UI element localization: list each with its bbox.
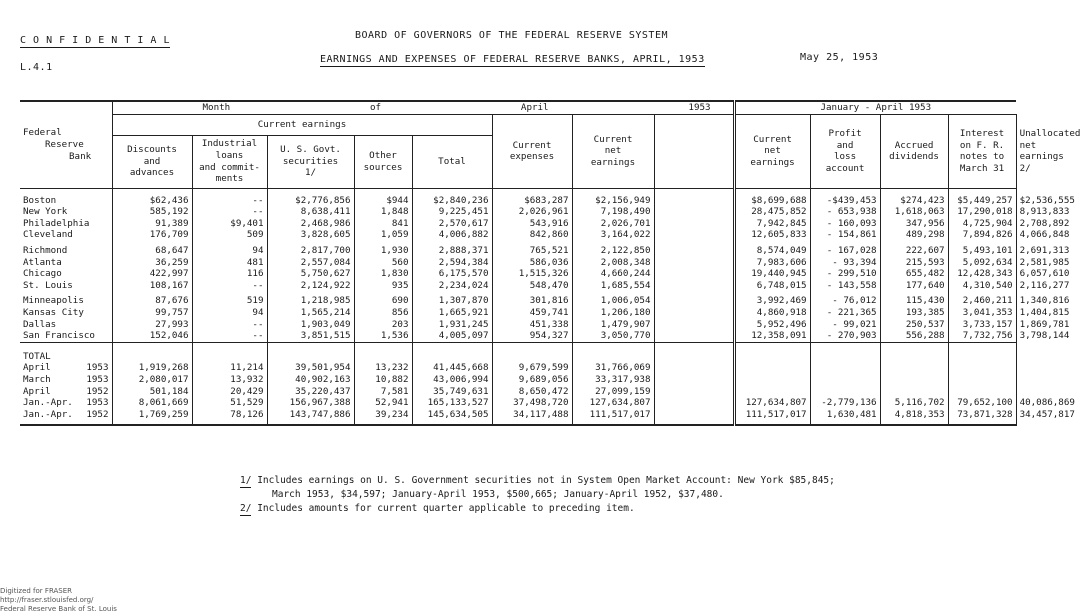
groups.2-net_ytd: 3,992,469 bbox=[756, 295, 807, 307]
totals-label: Jan.-Apr. bbox=[23, 408, 73, 420]
groups.0-other: 1,848 bbox=[380, 206, 409, 218]
groups.0-total: $2,840,236 bbox=[433, 194, 489, 206]
bank-name: Minneapolis bbox=[23, 295, 84, 307]
bank-name: Chicago bbox=[23, 268, 62, 280]
groups.2-govt: 3,851,515 bbox=[300, 330, 351, 342]
groups.0-net: 3,164,022 bbox=[600, 229, 651, 241]
bank-name: Boston bbox=[23, 194, 57, 206]
groups.2-industrial: 519 bbox=[246, 295, 264, 307]
groups.2-net: 1,206,180 bbox=[600, 306, 651, 318]
groups.0-industrial: -- bbox=[252, 206, 264, 218]
groups.1-interest: 4,310,540 bbox=[962, 279, 1013, 291]
groups.0-industrial: -- bbox=[252, 194, 264, 206]
totals-govt: 39,501,954 bbox=[295, 362, 351, 374]
bank-group: Boston New York Philadelphia Cleveland $62,436 585,192 91,389 176,709 -- -- $9,401 509 $2,776,856 8,638,411 2,468,986 3,828,605 $944 1,848 841 1,059 $2,840,236 9,225,451 2,570,617 4,006,882 $683,287 2,026,961 543,916 842,860 $2,156,949 7,198,490 2,026,701 3,164,022 $8,699,688 28,475,852 7,942,845 12,605,833 -$439,453 - 653,938 - 160,093 - 154,861 $274,423 1,618,063 347,956 489,298 $5,449,257 17,290,018 4,725,904 7,894,826 $2,536,555 8,913,833 2,708,892 4,066,848 bbox=[20, 188, 1016, 241]
groups.0-profit: - 653,938 bbox=[826, 206, 877, 218]
current-earnings-header: Current earnings bbox=[112, 114, 492, 135]
jan-apr-header: January - April 1953 bbox=[734, 101, 1016, 114]
totals-profit: -2,779,136 bbox=[821, 397, 877, 409]
groups.0-profit: -$439,453 bbox=[826, 194, 877, 206]
groups.1-govt: 2,557,084 bbox=[300, 256, 351, 268]
groups.0-dividends: $274,423 bbox=[900, 194, 945, 206]
groups.2-govt: 1,218,985 bbox=[300, 295, 351, 307]
groups.1-total: 2,234,024 bbox=[438, 279, 489, 291]
totals-label: March bbox=[23, 373, 51, 385]
board-heading: BOARD OF GOVERNORS OF THE FEDERAL RESERVE SYSTEM bbox=[355, 30, 668, 41]
bank-name: Dallas bbox=[23, 318, 57, 330]
groups.1-dividends: 177,640 bbox=[905, 279, 945, 291]
bank-name: St. Louis bbox=[23, 279, 73, 291]
footnote-2: 2/ Includes amounts for current quarter applicable to preceding item. bbox=[240, 503, 635, 514]
groups.1-govt: 2,817,700 bbox=[300, 244, 351, 256]
totals-label: April bbox=[23, 385, 51, 397]
groups.1-expenses: 1,515,326 bbox=[518, 268, 569, 280]
totals-total: 35,749,631 bbox=[433, 385, 489, 397]
totals-discounts: 2,080,017 bbox=[138, 373, 189, 385]
groups.0-dividends: 1,618,063 bbox=[894, 206, 945, 218]
profit-loss-header: Profit and loss account bbox=[810, 114, 880, 188]
groups.2-profit: - 76,012 bbox=[832, 295, 877, 307]
groups.0-expenses: 543,916 bbox=[529, 217, 569, 229]
groups.2-dividends: 556,288 bbox=[905, 330, 945, 342]
totals-expenses: 9,689,056 bbox=[518, 373, 569, 385]
groups.0-govt: 8,638,411 bbox=[300, 206, 351, 218]
groups.2-expenses: 459,741 bbox=[529, 306, 569, 318]
groups.2-industrial: -- bbox=[252, 330, 264, 342]
groups.2-govt: 1,565,214 bbox=[300, 306, 351, 318]
earnings-table: Federal Reserve Bank Month of April 1953 January - April 1953 Current earnings Current expenses Current net earnings Current net earnings Profit and loss account Accrued dividends Interest on F. R. notes to March 31 Unallocated net earnings 2/ Discounts and advances Industrial loans and commit- ments U. S. Govt. securities 1/ Other sources Total Boston New York Philadelphia Cleveland $62,436 585,192 91,389 176,709 -- -- $9,401 509 $2,776,856 8,638,411 2,468,986 3,828,605 $944 1,848 841 1,059 $2,840,236 9,225,451 2,570,617 4,006,882 $683,287 2,026,961 543,916 842,860 $2,156,949 7,198,490 2,026,701 3,164,022 $8,699,688 28,475,852 7,942,845 12,605,833 -$439,453 - 653,938 - 160,093 - 154,861 $274,423 1,618,063 347,956 489,298 $5,449,257 17,290,018 4,725,904 7,894,826 $2,536,555 8,913,833 2,708,892 4,066,848 Richmond Atlanta Chicago St. Louis 68,647 36,259 422,997 108,167 94 481 116 -- 2,817,700 2,557,084 5,750,627 2,124,922 1,930 560 1,830 935 2,888,371 2,594,384 6,175,570 2,234,024 765,521 586,036 1,515,326 548,470 2,122,850 2,008,348 4,660,244 1,685,554 8,574,049 7,983,606 19,440,945 6,748,015 - 167,028 - 93,394 - 299,510 - 143,558 222,607 215,593 655,482 177,640 5,493,101 5,092,634 12,428,343 4,310,540 2,691,313 2,581,985 6,057,610 2,116,277 Minneapolis Kansas City Dallas San Francisco 87,676 99,757 27,993 152,046 519 94 -- -- 1,218,985 1,565,214 1,903,049 3,851,515 690 856 203 1,536 1,307,870 1,665,921 1,931,245 4,005,097 301,816 459,741 451,338 954,327 1,006,054 1,206,180 1,479,907 3,050,770 3,992,469 4,860,918 5,952,496 12,358,091 - 76,012 - 221,365 - 99,021 - 270,903 115,430 193,385 250,537 556,288 2,460,211 3,041,353 3,733,157 7,732,756 1,340,816 1,404,815 1,869,781 3,798,144 TOTAL April 1953 March 1953 April 1952 Jan.-Apr. 1953 Jan.-Apr. 1952 1,919,268 2,080,017 501,184 8,061,669 1,769,259 11,214 13,932 20,429 51,529 78,126 39,501,954 40,902,163 35,220,437 156,967,388 143,747,886 13,232 10,882 7,581 52,941 39,234 41,445,668 43,006,994 35,749,631 165,133,527 145,634,505 9,679,599 9,689,056 8,650,472 37,498,720 34,117,488 31,766,069 33,317,938 27,099,159 127,634,807 111,517,017 127,634,807 111,517,017 -2,779,136 1,630,481 5,116,702 4,818,353 79,652,100 73,871,328 40,086,869 34,457,817 bbox=[20, 100, 1016, 426]
groups.2-discounts: 27,993 bbox=[155, 318, 189, 330]
groups.1-net_ytd: 19,440,945 bbox=[751, 268, 807, 280]
bank-name: Richmond bbox=[23, 244, 68, 256]
groups.0-net_ytd: $8,699,688 bbox=[751, 194, 807, 206]
groups.2-discounts: 152,046 bbox=[149, 330, 189, 342]
groups.0-net_ytd: 7,942,845 bbox=[756, 217, 807, 229]
totals-discounts: 501,184 bbox=[149, 385, 189, 397]
groups.1-govt: 2,124,922 bbox=[300, 279, 351, 291]
groups.0-total: 9,225,451 bbox=[438, 206, 489, 218]
interest-header: Interest on F. R. notes to March 31 bbox=[948, 114, 1016, 188]
groups.2-industrial: -- bbox=[252, 318, 264, 330]
groups.0-net: 2,026,701 bbox=[600, 217, 651, 229]
groups.2-interest: 3,733,157 bbox=[962, 318, 1013, 330]
groups.2-expenses: 301,816 bbox=[529, 295, 569, 307]
groups.0-interest: $5,449,257 bbox=[957, 194, 1013, 206]
industrial-header: Industrial loans and commit- ments bbox=[192, 135, 267, 188]
confidential-label: C O N F I D E N T I A L bbox=[20, 35, 170, 46]
totals-govt: 143,747,886 bbox=[289, 408, 351, 420]
totals-govt: 40,902,163 bbox=[295, 373, 351, 385]
groups.1-other: 1,830 bbox=[380, 268, 409, 280]
totals-govt: 35,220,437 bbox=[295, 385, 351, 397]
groups.0-other: 1,059 bbox=[380, 229, 409, 241]
bank-name: San Francisco bbox=[23, 330, 95, 342]
groups.1-discounts: 422,997 bbox=[149, 268, 189, 280]
totals-discounts: 8,061,669 bbox=[138, 397, 189, 409]
groups.1-profit: - 299,510 bbox=[826, 268, 877, 280]
current-expenses-header: Current expenses bbox=[492, 114, 572, 188]
groups.0-govt: 2,468,986 bbox=[300, 217, 351, 229]
totals-net_ytd: 127,634,807 bbox=[745, 397, 807, 409]
other-sources-header: Other sources bbox=[354, 135, 412, 188]
totals-interest: 79,652,100 bbox=[957, 397, 1013, 409]
groups.1-expenses: 586,036 bbox=[529, 256, 569, 268]
groups.1-net: 1,685,554 bbox=[600, 279, 651, 291]
groups.1-dividends: 215,593 bbox=[905, 256, 945, 268]
groups.1-net: 2,008,348 bbox=[600, 256, 651, 268]
groups.0-discounts: 585,192 bbox=[149, 206, 189, 218]
totals-net_ytd: 111,517,017 bbox=[745, 408, 807, 420]
groups.1-expenses: 548,470 bbox=[529, 279, 569, 291]
groups.1-net_ytd: 7,983,606 bbox=[756, 256, 807, 268]
groups.2-other: 690 bbox=[391, 295, 409, 307]
groups.2-net: 1,006,054 bbox=[600, 295, 651, 307]
groups.1-net: 4,660,244 bbox=[600, 268, 651, 280]
totals-net: 127,634,807 bbox=[589, 397, 651, 409]
groups.1-profit: - 167,028 bbox=[826, 244, 877, 256]
groups.2-net_ytd: 5,952,496 bbox=[756, 318, 807, 330]
totals-year: 1953 bbox=[86, 397, 109, 409]
groups.0-profit: - 160,093 bbox=[826, 217, 877, 229]
totals-expenses: 37,498,720 bbox=[513, 397, 569, 409]
groups.2-net_ytd: 12,358,091 bbox=[751, 330, 807, 342]
groups.1-industrial: 116 bbox=[246, 268, 264, 280]
groups.0-discounts: 91,389 bbox=[155, 217, 189, 229]
groups.2-dividends: 115,430 bbox=[905, 295, 945, 307]
bank-name: Cleveland bbox=[23, 229, 73, 241]
groups.0-dividends: 489,298 bbox=[905, 229, 945, 241]
footnote-1-continued: March 1953, $34,597; January-April 1953, $500,665; January-April 1952, $37,480. bbox=[272, 489, 724, 500]
totals-net: 33,317,938 bbox=[595, 373, 651, 385]
totals-industrial: 11,214 bbox=[230, 362, 264, 374]
totals-expenses: 34,117,488 bbox=[513, 408, 569, 420]
totals-label: Jan.-Apr. bbox=[23, 397, 73, 409]
totals-discounts: 1,919,268 bbox=[138, 362, 189, 374]
footnote-1: 1/ Includes earnings on U. S. Government securities not in System Open Market Account: New York $85,845; bbox=[240, 475, 835, 486]
totals-other: 10,882 bbox=[375, 373, 409, 385]
groups.2-other: 856 bbox=[391, 306, 409, 318]
groups.0-net_ytd: 28,475,852 bbox=[751, 206, 807, 218]
groups.1-profit: - 143,558 bbox=[826, 279, 877, 291]
totals-net: 27,099,159 bbox=[595, 385, 651, 397]
totals-total: 165,133,527 bbox=[427, 397, 489, 409]
groups.1-dividends: 655,482 bbox=[905, 268, 945, 280]
totals-govt: 156,967,388 bbox=[289, 397, 351, 409]
totals-net: 111,517,017 bbox=[589, 408, 651, 420]
groups.1-other: 935 bbox=[391, 279, 409, 291]
totals-heading: TOTAL bbox=[23, 350, 51, 362]
groups.2-expenses: 954,327 bbox=[529, 330, 569, 342]
groups.2-profit: - 270,903 bbox=[826, 330, 877, 342]
groups.1-govt: 5,750,627 bbox=[300, 268, 351, 280]
groups.0-interest: 17,290,018 bbox=[957, 206, 1013, 218]
totals-net: 31,766,069 bbox=[595, 362, 651, 374]
groups.0-dividends: 347,956 bbox=[905, 217, 945, 229]
ytd-net-header: Current net earnings bbox=[734, 114, 810, 188]
groups.0-other: $944 bbox=[386, 194, 409, 206]
totals-industrial: 51,529 bbox=[230, 397, 264, 409]
bank-name: Philadelphia bbox=[23, 217, 90, 229]
dividends-header: Accrued dividends bbox=[880, 114, 948, 188]
groups.1-total: 2,594,384 bbox=[438, 256, 489, 268]
groups.2-dividends: 250,537 bbox=[905, 318, 945, 330]
groups.0-interest: 4,725,904 bbox=[962, 217, 1013, 229]
groups.1-expenses: 765,521 bbox=[529, 244, 569, 256]
totals-industrial: 20,429 bbox=[230, 385, 264, 397]
totals-label: April bbox=[23, 362, 51, 374]
totals-other: 13,232 bbox=[375, 362, 409, 374]
bank-name: Kansas City bbox=[23, 306, 84, 318]
groups.0-net: $2,156,949 bbox=[595, 194, 651, 206]
bank-group: Minneapolis Kansas City Dallas San Francisco 87,676 99,757 27,993 152,046 519 94 -- -- 1,218,985 1,565,214 1,903,049 3,851,515 690 856 203 1,536 1,307,870 1,665,921 1,931,245 4,005,097 301,816 459,741 451,338 954,327 1,006,054 1,206,180 1,479,907 3,050,770 3,992,469 4,860,918 5,952,496 12,358,091 - 76,012 - 221,365 - 99,021 - 270,903 115,430 193,385 250,537 556,288 2,460,211 3,041,353 3,733,157 7,732,756 1,340,816 1,404,815 1,869,781 3,798,144 bbox=[20, 291, 1016, 342]
totals-year: 1952 bbox=[86, 408, 109, 420]
totals-year: 1953 bbox=[86, 362, 109, 374]
groups.1-dividends: 222,607 bbox=[905, 244, 945, 256]
totals-total: 145,634,505 bbox=[427, 408, 489, 420]
groups.0-total: 2,570,617 bbox=[438, 217, 489, 229]
groups.2-net: 3,050,770 bbox=[600, 330, 651, 342]
groups.1-other: 1,930 bbox=[380, 244, 409, 256]
groups.1-discounts: 108,167 bbox=[149, 279, 189, 291]
totals-profit: 1,630,481 bbox=[826, 408, 877, 420]
groups.2-total: 1,307,870 bbox=[438, 295, 489, 307]
totals-discounts: 1,769,259 bbox=[138, 408, 189, 420]
groups.0-discounts: 176,709 bbox=[149, 229, 189, 241]
groups.1-net_ytd: 8,574,049 bbox=[756, 244, 807, 256]
groups.1-net_ytd: 6,748,015 bbox=[756, 279, 807, 291]
totals-expenses: 9,679,599 bbox=[518, 362, 569, 374]
groups.0-industrial: $9,401 bbox=[230, 217, 264, 229]
groups.2-interest: 2,460,211 bbox=[962, 295, 1013, 307]
groups.2-other: 203 bbox=[391, 318, 409, 330]
groups.0-net_ytd: 12,605,833 bbox=[751, 229, 807, 241]
groups.0-discounts: $62,436 bbox=[149, 194, 189, 206]
fraser-stamp: Digitized for FRASER http://fraser.stlouisfed.org/ Federal Reserve Bank of St. Louis bbox=[0, 587, 117, 613]
groups.2-industrial: 94 bbox=[252, 306, 264, 318]
groups.1-net: 2,122,850 bbox=[600, 244, 651, 256]
groups.0-industrial: 509 bbox=[246, 229, 264, 241]
groups.0-govt: $2,776,856 bbox=[295, 194, 351, 206]
groups.1-profit: - 93,394 bbox=[832, 256, 877, 268]
totals-expenses: 8,650,472 bbox=[518, 385, 569, 397]
groups.2-other: 1,536 bbox=[380, 330, 409, 342]
total-header: Total bbox=[412, 135, 492, 188]
groups.1-discounts: 36,259 bbox=[155, 256, 189, 268]
groups.2-total: 1,931,245 bbox=[438, 318, 489, 330]
discounts-header: Discounts and advances bbox=[112, 135, 192, 188]
groups.1-total: 6,175,570 bbox=[438, 268, 489, 280]
totals-dividends: 4,818,353 bbox=[894, 408, 945, 420]
groups.2-profit: - 99,021 bbox=[832, 318, 877, 330]
bank-column-header: Federal Reserve Bank bbox=[23, 127, 92, 162]
groups.2-discounts: 99,757 bbox=[155, 306, 189, 318]
report-date: May 25, 1953 bbox=[800, 52, 879, 63]
groups.1-industrial: -- bbox=[252, 279, 264, 291]
groups.0-govt: 3,828,605 bbox=[300, 229, 351, 241]
groups.1-total: 2,888,371 bbox=[438, 244, 489, 256]
totals-dividends: 5,116,702 bbox=[894, 397, 945, 409]
govt-securities-header: U. S. Govt. securities 1/ bbox=[267, 135, 354, 188]
groups.2-expenses: 451,338 bbox=[529, 318, 569, 330]
groups.2-net_ytd: 4,860,918 bbox=[756, 306, 807, 318]
totals-other: 39,234 bbox=[375, 408, 409, 420]
totals-total: 41,445,668 bbox=[433, 362, 489, 374]
totals-other: 52,941 bbox=[375, 397, 409, 409]
groups.2-dividends: 193,385 bbox=[905, 306, 945, 318]
groups.2-interest: 7,732,756 bbox=[962, 330, 1013, 342]
groups.0-expenses: 2,026,961 bbox=[518, 206, 569, 218]
groups.0-profit: - 154,861 bbox=[826, 229, 877, 241]
bank-name: Atlanta bbox=[23, 256, 62, 268]
groups.1-industrial: 481 bbox=[246, 256, 264, 268]
totals-industrial: 13,932 bbox=[230, 373, 264, 385]
totals-interest: 73,871,328 bbox=[957, 408, 1013, 420]
groups.2-profit: - 221,365 bbox=[826, 306, 877, 318]
document-code: L.4.1 bbox=[20, 62, 53, 73]
groups.2-interest: 3,041,353 bbox=[962, 306, 1013, 318]
groups.0-other: 841 bbox=[391, 217, 409, 229]
groups.0-net: 7,198,490 bbox=[600, 206, 651, 218]
totals-total: 43,006,994 bbox=[433, 373, 489, 385]
totals-industrial: 78,126 bbox=[230, 408, 264, 420]
totals-other: 7,581 bbox=[380, 385, 409, 397]
groups.1-interest: 12,428,343 bbox=[957, 268, 1013, 280]
groups.1-industrial: 94 bbox=[252, 244, 264, 256]
bank-group: Richmond Atlanta Chicago St. Louis 68,647 36,259 422,997 108,167 94 481 116 -- 2,817,700 2,557,084 5,750,627 2,124,922 1,930 560 1,830 935 2,888,371 2,594,384 6,175,570 2,234,024 765,521 586,036 1,515,326 548,470 2,122,850 2,008,348 4,660,244 1,685,554 8,574,049 7,983,606 19,440,945 6,748,015 - 167,028 - 93,394 - 299,510 - 143,558 222,607 215,593 655,482 177,640 5,493,101 5,092,634 12,428,343 4,310,540 2,691,313 2,581,985 6,057,610 2,116,277 bbox=[20, 241, 1016, 291]
groups.0-total: 4,006,882 bbox=[438, 229, 489, 241]
totals-year: 1952 bbox=[86, 385, 109, 397]
groups.2-net: 1,479,907 bbox=[600, 318, 651, 330]
groups.0-expenses: $683,287 bbox=[524, 194, 569, 206]
report-title: EARNINGS AND EXPENSES OF FEDERAL RESERVE BANKS, APRIL, 1953 bbox=[320, 54, 705, 65]
groups.2-discounts: 87,676 bbox=[155, 295, 189, 307]
groups.2-total: 4,005,097 bbox=[438, 330, 489, 342]
groups.0-interest: 7,894,826 bbox=[962, 229, 1013, 241]
groups.1-discounts: 68,647 bbox=[155, 244, 189, 256]
groups.1-interest: 5,493,101 bbox=[962, 244, 1013, 256]
groups.0-expenses: 842,860 bbox=[529, 229, 569, 241]
groups.2-govt: 1,903,049 bbox=[300, 318, 351, 330]
groups.2-total: 1,665,921 bbox=[438, 306, 489, 318]
groups.1-other: 560 bbox=[391, 256, 409, 268]
totals-block: TOTAL April 1953 March 1953 April 1952 Jan.-Apr. 1953 Jan.-Apr. 1952 1,919,268 2,080,017 501,184 8,061,669 1,769,259 11,214 13,932 20,429 51,529 78,126 39,501,954 40,902,163 35,220,437 156,967,388 143,747,886 13,232 10,882 7,581 52,941 39,234 41,445,668 43,006,994 35,749,631 165,133,527 145,634,505 9,679,599 9,689,056 8,650,472 37,498,720 34,117,488 31,766,069 33,317,938 27,099,159 127,634,807 111,517,017 127,634,807 111,517,017 -2,779,136 1,630,481 5,116,702 4,818,353 79,652,100 73,871,328 40,086,869 34,457,817 bbox=[20, 342, 1016, 425]
groups.1-interest: 5,092,634 bbox=[962, 256, 1013, 268]
current-net-header: Current net earnings bbox=[572, 114, 654, 188]
bank-name: New York bbox=[23, 206, 68, 218]
totals-year: 1953 bbox=[86, 373, 109, 385]
month-header: Month of April 1953 bbox=[112, 101, 734, 114]
